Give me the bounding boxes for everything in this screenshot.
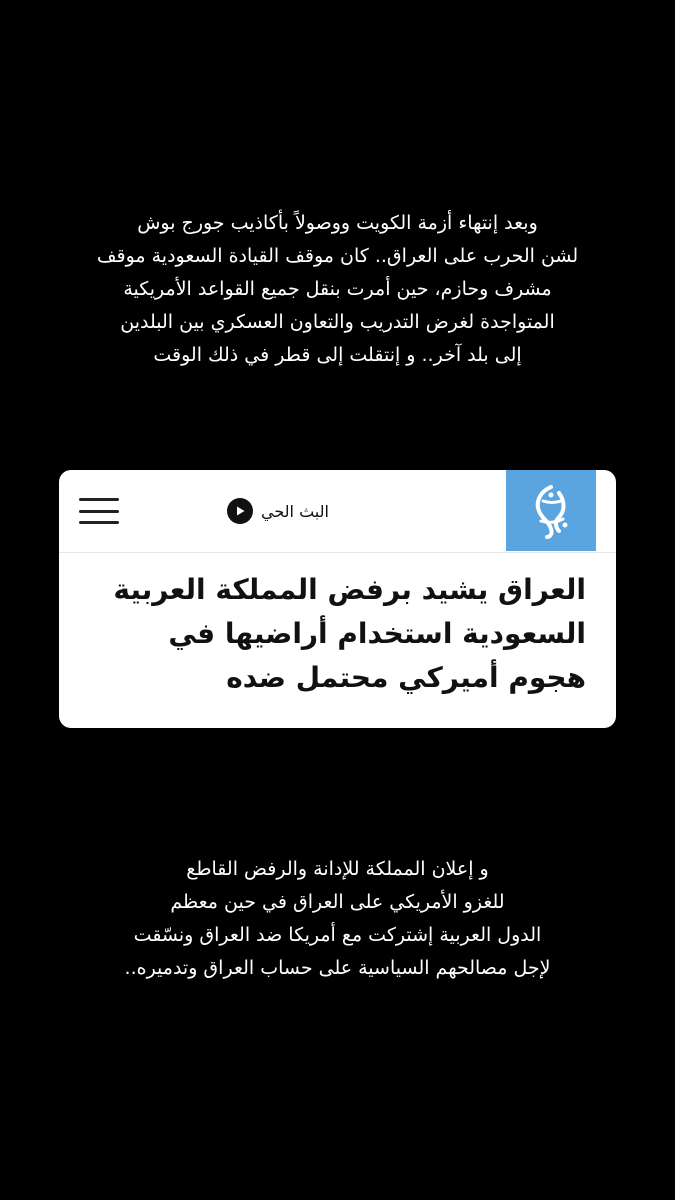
story-text-top [30, 207, 645, 372]
headline-line: السعودية استخدام أراضيها في [168, 617, 586, 650]
headline-line: العراق يشيد برفض المملكة العربية [113, 573, 586, 606]
news-card-header [59, 470, 616, 553]
story-text-line: للغزو الأمريكي على العراق في حين معظم [170, 891, 505, 913]
hamburger-menu-icon[interactable] [79, 494, 119, 528]
story-text-line: الدول العربية إشتركت مع أمريكا ضد العراق ونسّقت [133, 924, 542, 946]
story-text-line: وبعد إنتهاء أزمة الكويت ووصولاً بأكاذيب جورج بوش [137, 212, 538, 234]
news-headline[interactable] [89, 568, 586, 700]
news-card[interactable] [59, 470, 616, 728]
menu-bar [79, 510, 119, 513]
menu-bar [79, 498, 119, 501]
headline-line: هجوم أميركي محتمل ضده [226, 661, 586, 694]
story-text-line: المتواجدة لغرض التدريب والتعاون العسكري بين البلدين [120, 311, 555, 333]
story-text-line: لشن الحرب على العراق.. كان موقف القيادة السعودية موقف [96, 245, 579, 267]
play-icon [227, 498, 253, 524]
menu-bar [79, 521, 119, 524]
live-broadcast-label: البث الحي [261, 501, 329, 521]
story-text-line: مشرف وحازم، حين أمرت بنقل جميع القواعد الأمريكية [123, 278, 552, 300]
story-text-line: لإجل مصالحهم السياسية على حساب العراق وتدميره.. [124, 957, 551, 979]
story-text-bottom [30, 853, 645, 985]
al-jazeera-logo-shape [521, 481, 581, 541]
story-text-line: إلى بلد آخر.. و إنتقلت إلى قطر في ذلك الوقت [153, 344, 522, 366]
live-broadcast-button[interactable] [227, 494, 329, 528]
story-text-line: و إعلان المملكة للإدانة والرفض القاطع [186, 858, 489, 880]
al-jazeera-logo-icon[interactable] [506, 470, 596, 551]
